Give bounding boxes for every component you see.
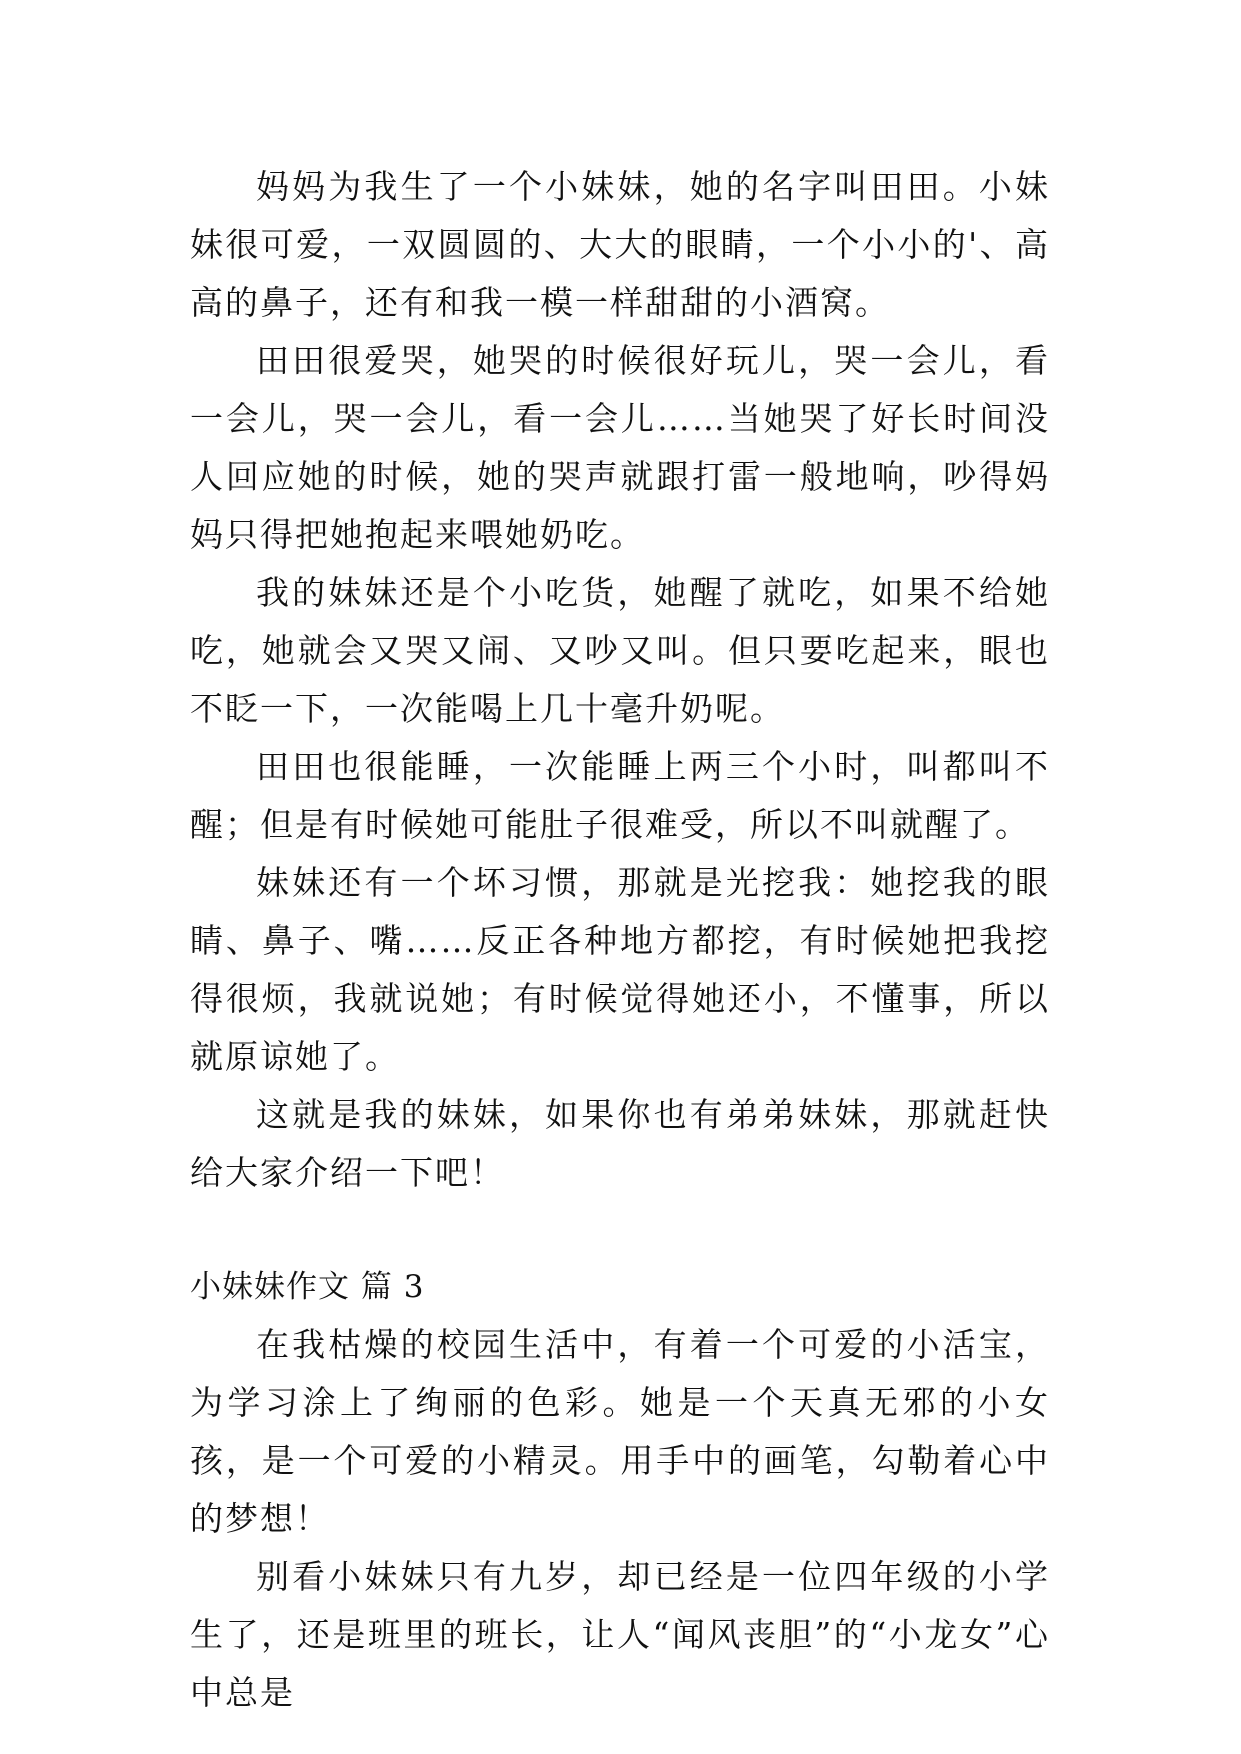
paragraph: 妈妈为我生了一个小妹妹，她的名字叫田田。小妹妹很可爱，一双圆圆的、大大的眼睛，一个小小的'、高高的鼻子，还有和我一模一样甜甜的小酒窝。 (190, 167, 1050, 322)
paragraph: 妹妹还有一个坏习惯，那就是光挖我：她挖我的眼睛、鼻子、嘴……反正各种地方都挖，有时候她把我挖得很烦，我就说她；有时候觉得她还小，不懂事，所以就原谅她了。 (190, 863, 1050, 1076)
paragraph: 别看小妹妹只有九岁，却已经是一位四年级的小学生了，还是班里的班长，让人“闻风丧胆”的“小龙女”心中总是 (190, 1557, 1050, 1712)
paragraph: 田田很爱哭，她哭的时候很好玩儿，哭一会儿，看一会儿，哭一会儿，看一会儿……当她哭了好长时间没人回应她的时候，她的哭声就跟打雷一般地响，吵得妈妈只得把她抱起来喂她奶吃。 (190, 341, 1050, 554)
paragraph: 我的妹妹还是个小吃货，她醒了就吃，如果不给她吃，她就会又哭又闹、又吵又叫。但只要吃起来，眼也不眨一下，一次能喝上几十毫升奶呢。 (190, 573, 1050, 728)
document-body (190, 158, 1050, 1722)
paragraph: 在我枯燥的校园生活中，有着一个可爱的小活宝，为学习涂上了绚丽的色彩。她是一个天真无邪的小女孩，是一个可爱的小精灵。用手中的画笔，勾勒着心中的梦想！ (190, 1325, 1050, 1538)
paragraph: 这就是我的妹妹，如果你也有弟弟妹妹，那就赶快给大家介绍一下吧！ (190, 1095, 1050, 1192)
paragraph: 田田也很能睡，一次能睡上两三个小时，叫都叫不醒；但是有时候她可能肚子很难受，所以不叫就醒了。 (190, 747, 1050, 844)
section-title: 小妹妹作文 篇 3 (190, 1269, 425, 1305)
